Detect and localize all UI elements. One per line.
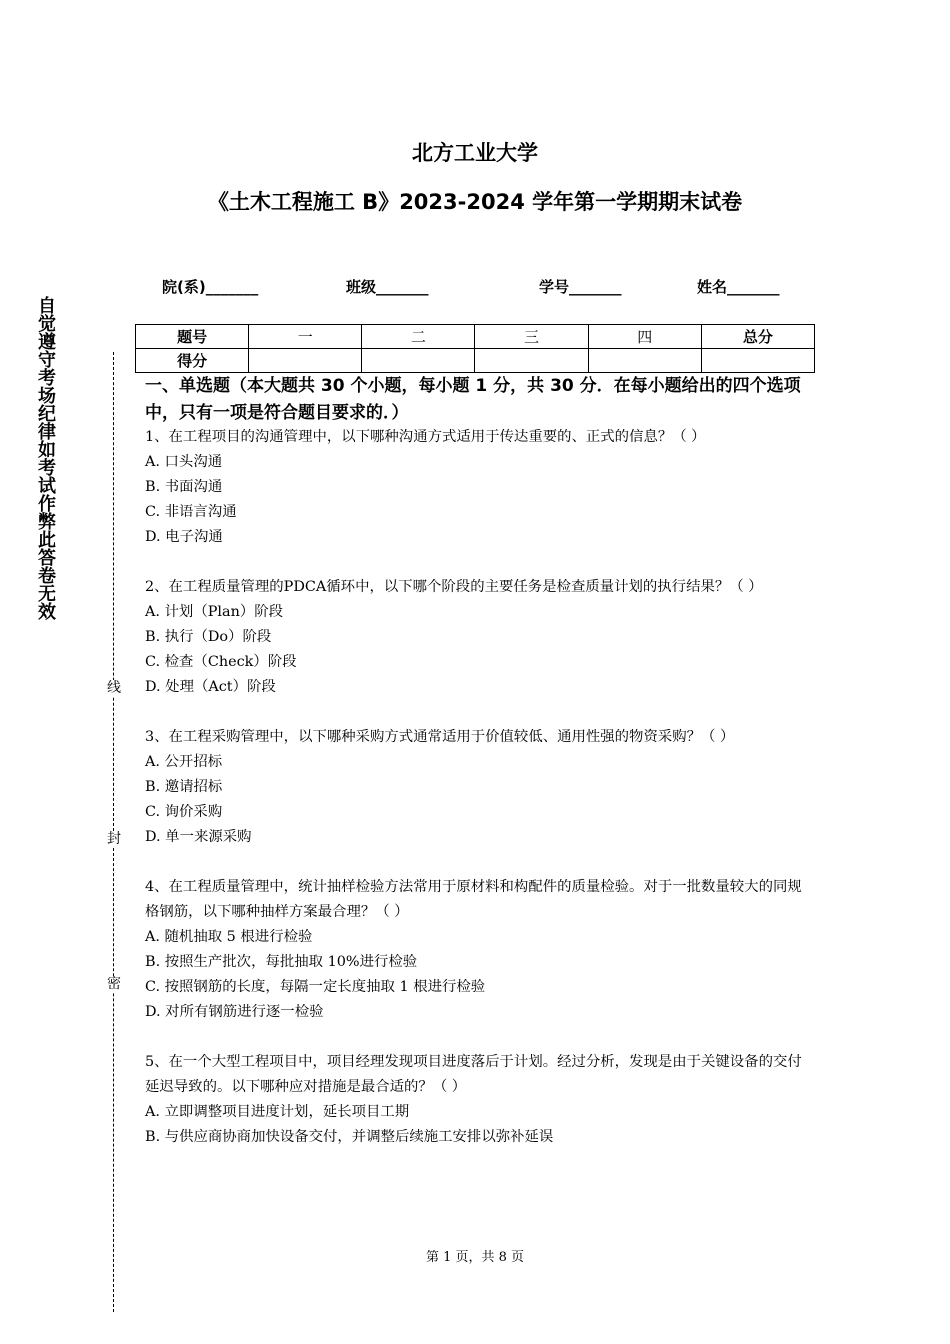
option-d: D. 对所有钢筋进行逐一检验	[145, 1004, 324, 1020]
section-title: 一、单选题（本大题共 30 个小题，每小题 1 分，共 30 分．在每小题给出的四个选项中，只有一项是符合题目要求的．）	[145, 376, 801, 423]
option-b: B. 与供应商协商加快设备交付，并调整后续施工安排以弥补延误	[145, 1129, 554, 1145]
question-stem: 2、在工程质量管理的PDCA循环中，以下哪个阶段的主要任务是检查质量计划的执行结果？（ ）	[145, 579, 763, 595]
page-number: 第 1 页，共 8 页	[425, 1250, 525, 1265]
student-id-field: 学号_______	[539, 278, 622, 296]
score-input-cell	[475, 349, 588, 373]
question-list	[145, 425, 813, 1175]
exam-discipline-notice: 自觉遵守考场纪律如考试作弊此答卷无效	[35, 296, 56, 620]
question-stem: 5、在一个大型工程项目中，项目经理发现项目进度落后于计划。经过分析，发现是由于关键设备的交付延迟导致的。以下哪种应对措施是最合适的？（ ）	[145, 1054, 802, 1095]
option-b: B. 按照生产批次，每批抽取 10%进行检验	[145, 954, 418, 970]
option-a: A. 随机抽取 5 根进行检验	[145, 929, 313, 945]
option-c: C. 询价采购	[145, 804, 223, 820]
binding-mark-secret: 密	[107, 976, 121, 992]
option-a: A. 立即调整项目进度计划，延长项目工期	[145, 1104, 410, 1120]
binding-mark-seal: 封	[107, 831, 121, 847]
score-input-cell	[362, 349, 475, 373]
question-stem: 1、在工程项目的沟通管理中，以下哪种沟通方式适用于传达重要的、正式的信息？（ ）	[145, 429, 706, 445]
binding-mark-line: 线	[107, 680, 121, 696]
score-input-cell	[249, 349, 362, 373]
exam-title: 《土木工程施工 B》2023-2024 学年第一学期期末试卷	[207, 190, 743, 214]
option-a: A. 口头沟通	[145, 454, 223, 470]
score-input-cell	[588, 349, 701, 373]
score-table-cell: 二	[362, 325, 475, 349]
option-c: C. 检查（Check）阶段	[145, 654, 297, 670]
score-table-score-row	[136, 349, 815, 373]
option-d: D. 电子沟通	[145, 529, 223, 545]
name-field: 姓名_______	[697, 278, 780, 296]
department-field: 院(系)_______	[162, 278, 259, 296]
option-c: C. 非语言沟通	[145, 504, 237, 520]
question-5	[145, 1050, 813, 1150]
option-b: B. 书面沟通	[145, 479, 223, 495]
score-table-cell: 四	[588, 325, 701, 349]
question-3	[145, 725, 813, 850]
question-2	[145, 575, 813, 700]
option-c: C. 按照钢筋的长度，每隔一定长度抽取 1 根进行检验	[145, 979, 486, 995]
score-row-label: 得分	[136, 349, 249, 373]
question-4	[145, 875, 813, 1025]
option-d: D. 处理（Act）阶段	[145, 679, 276, 695]
question-stem: 4、在工程质量管理中，统计抽样检验方法常用于原材料和构配件的质量检验。对于一批数量较大的同规格钢筋，以下哪种抽样方案最合理？（ ）	[145, 879, 802, 920]
university-title: 北方工业大学	[412, 141, 538, 165]
score-table-header-row	[136, 325, 815, 349]
score-table	[135, 324, 815, 373]
option-a: A. 公开招标	[145, 754, 223, 770]
class-field: 班级_______	[346, 278, 429, 296]
score-input-cell	[701, 349, 814, 373]
option-b: B. 邀请招标	[145, 779, 223, 795]
score-table-cell: 一	[249, 325, 362, 349]
score-table-cell: 题号	[136, 325, 249, 349]
question-1	[145, 425, 813, 550]
option-d: D. 单一来源采购	[145, 829, 252, 845]
score-table-cell: 三	[475, 325, 588, 349]
option-a: A. 计划（Plan）阶段	[145, 604, 284, 620]
question-stem: 3、在工程采购管理中，以下哪种采购方式通常适用于价值较低、通用性强的物资采购？（ ）	[145, 729, 735, 745]
option-b: B. 执行（Do）阶段	[145, 629, 272, 645]
score-table-cell: 总分	[701, 325, 814, 349]
